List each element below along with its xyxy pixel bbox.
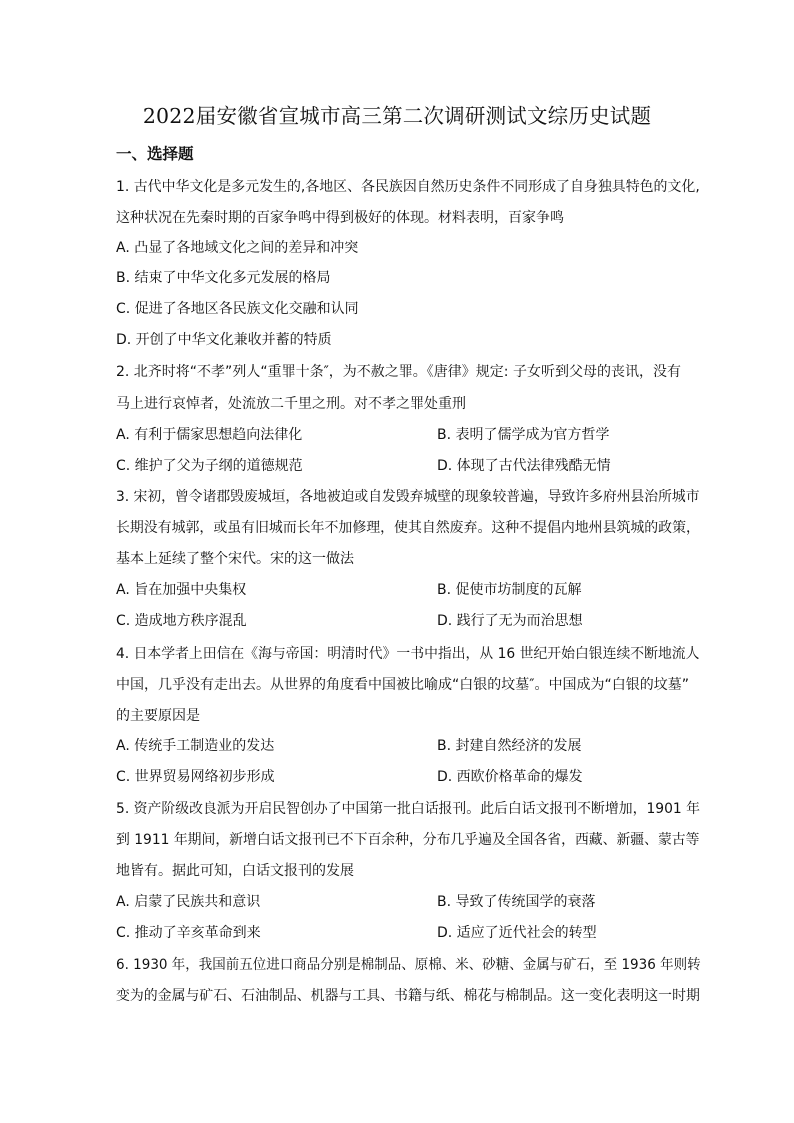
question-text-line: 这种状况在先秦时期的百家争鸣中得到极好的体现。材料表明，百家争鸣 — [116, 210, 564, 226]
section-heading: 一、选择题 — [116, 145, 194, 163]
question-text-line: 到 1911 年期间，新增白话文报刊已不下百余种，分布几乎遍及全国各省，西藏、新疆、蒙古等 — [116, 832, 700, 848]
option-a[interactable]: A. 传统手工制造业的发达 — [116, 738, 275, 754]
document-title: 2022届安徽省宣城市高三第二次调研测试文综历史试题 — [142, 104, 652, 128]
question-text-line: 3. 宋初，曾令诸郡毁废城垣，各地被迫或自发毁弃城壁的现象较普遍，导致许多府州县治所城市 — [116, 489, 700, 505]
option-c[interactable]: C. 维护了父为子纲的道德规范 — [116, 458, 303, 474]
option-d[interactable]: D. 践行了无为而治思想 — [437, 613, 583, 629]
question-text-line: 地皆有。据此可知，白话文报刊的发展 — [116, 863, 354, 879]
option-c[interactable]: C. 世界贸易网络初步形成 — [116, 769, 275, 785]
question-text-line: 1. 古代中华文化是多元发生的,各地区、各民族因自然历史条件不同形成了自身独具特色的文化, — [116, 179, 700, 195]
option-c[interactable]: C. 推动了辛亥革命到来 — [116, 925, 261, 941]
question-text-line: 长期没有城郭，或虽有旧城而长年不加修理，使其自然废弃。这种不提倡内地州县筑城的政策， — [116, 520, 700, 536]
option-d[interactable]: D. 体现了古代法律残酷无情 — [437, 458, 611, 474]
option-d[interactable]: D. 适应了近代社会的转型 — [437, 925, 597, 941]
option-c[interactable]: C. 促进了各地区各民族文化交融和认同 — [116, 301, 359, 317]
option-b[interactable]: B. 表明了儒学成为官方哲学 — [437, 427, 610, 443]
question-text-line: 2. 北齐时将“不孝”列人“重罪十条″，为不赦之罪。《唐律》规定: 子女听到父母的丧讯，没有 — [116, 364, 681, 380]
question-text-line: 4. 日本学者上田信在《海与帝国：明清时代》一书中指出，从 16 世纪开始白银连续不断地流人 — [116, 646, 700, 662]
question-text-line: 5. 资产阶级改良派为开启民智创办了中国第一批白话报刊。此后白话文报刊不断增加，1901 年 — [116, 801, 700, 817]
option-b[interactable]: B. 促使市坊制度的瓦解 — [437, 582, 582, 598]
option-d[interactable]: D. 开创了中华文化兼收并蓄的特质 — [116, 332, 332, 348]
option-b[interactable]: B. 结束了中华文化多元发展的格局 — [116, 270, 331, 286]
question-text-line: 6. 1930 年，我国前五位进口商品分别是棉制品、原棉、米、砂糖、金属与矿石，至 1936 年则转 — [116, 957, 701, 973]
question-text-line: 变为的金属与矿石、石油制品、机器与工具、书籍与纸、棉花与棉制品。这一变化表明这一时期 — [116, 988, 700, 1004]
question-text-line: 的主要原因是 — [116, 708, 200, 724]
option-a[interactable]: A. 有利于儒家思想趋向法律化 — [116, 427, 303, 443]
option-b[interactable]: B. 封建自然经济的发展 — [437, 738, 582, 754]
question-text-line: 基本上延续了整个宋代。宋的这一做法 — [116, 551, 354, 567]
option-a[interactable]: A. 凸显了各地域文化之间的差异和冲突 — [116, 240, 359, 256]
option-c[interactable]: C. 造成地方秩序混乱 — [116, 613, 247, 629]
option-d[interactable]: D. 西欧价格革命的爆发 — [437, 769, 583, 785]
question-text-line: 中国，几乎没有走出去。从世界的角度看中国被比喻成“白银的坟墓″。中国成为“白银的坟墓” — [116, 677, 689, 693]
option-a[interactable]: A. 启蒙了民族共和意识 — [116, 894, 261, 910]
option-b[interactable]: B. 导致了传统国学的衰落 — [437, 894, 596, 910]
question-text-line: 马上进行哀悼者，处流放二千里之刑。对不孝之罪处重刑 — [116, 396, 466, 412]
option-a[interactable]: A. 旨在加强中央集权 — [116, 582, 247, 598]
